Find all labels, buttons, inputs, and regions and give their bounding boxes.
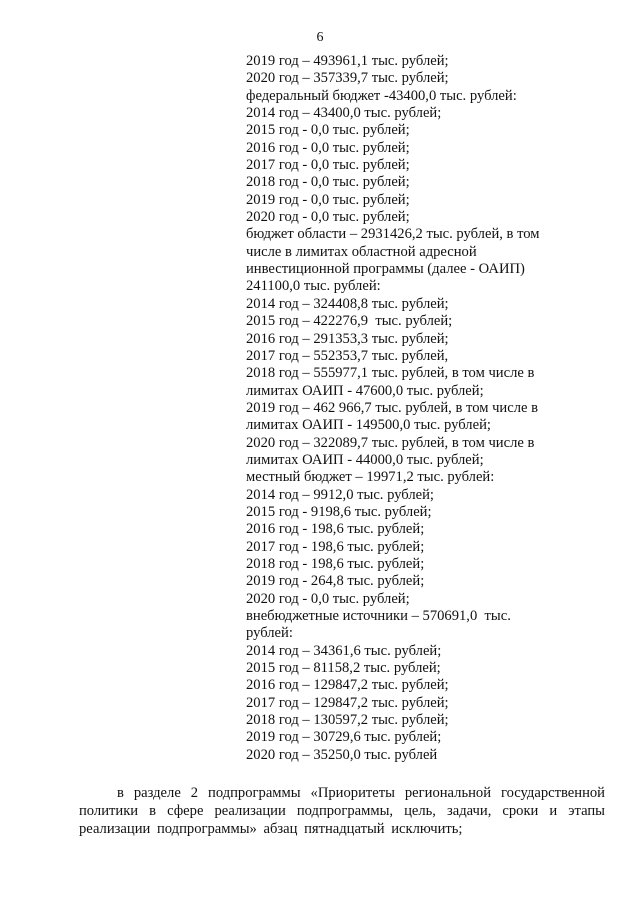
budget-line: рублей:	[246, 625, 293, 642]
budget-line: 2015 год – 422276,9 тыс. рублей;	[246, 313, 453, 330]
budget-line: лимитах ОАИП - 47600,0 тыс. рублей;	[246, 382, 484, 399]
budget-line: бюджет области – 2931426,2 тыс. рублей, в том	[246, 226, 540, 243]
budget-line: 2018 год – 555977,1 тыс. рублей, в том числе в	[246, 365, 535, 382]
budget-line: 2014 год – 324408,8 тыс. рублей;	[246, 295, 449, 312]
budget-funding-list	[246, 53, 566, 764]
budget-line: 2020 год – 35250,0 тыс. рублей	[246, 746, 438, 763]
budget-line: числе в лимитах областной адресной	[246, 243, 477, 260]
budget-line: 2017 год – 552353,7 тыс. рублей,	[246, 347, 449, 364]
budget-line: внебюджетные источники – 570691,0 тыс.	[246, 608, 511, 624]
budget-line: 2019 год – 30729,6 тыс. рублей;	[246, 729, 442, 746]
budget-line: 2020 год – 357339,7 тыс. рублей;	[246, 70, 449, 87]
budget-line: 2015 год – 81158,2 тыс. рублей;	[246, 660, 441, 677]
amendment-paragraph: в разделе 2 подпрограммы «Приоритеты региональной государственной политики в сфере реализации подпрограммы, цель, задачи, сроки и этапы реализации подпрограммы» абзац пятнадцатый исключить;	[79, 785, 605, 837]
budget-line: 2014 год – 9912,0 тыс. рублей;	[246, 486, 434, 503]
budget-line: 2017 год - 0,0 тыс. рублей;	[246, 157, 410, 174]
budget-line: 241100,0 тыс. рублей:	[246, 278, 381, 295]
budget-line: местный бюджет – 19971,2 тыс. рублей:	[246, 469, 495, 486]
budget-line: 2018 год - 0,0 тыс. рублей;	[246, 174, 410, 191]
budget-line: 2019 год – 493961,1 тыс. рублей;	[246, 53, 449, 69]
budget-line: 2019 год - 0,0 тыс. рублей;	[246, 191, 410, 208]
budget-line: инвестиционной программы (далее - ОАИП)	[246, 261, 525, 278]
budget-line: 2018 год – 130597,2 тыс. рублей;	[246, 712, 449, 729]
budget-line: 2014 год – 43400,0 тыс. рублей;	[246, 105, 442, 122]
budget-line: 2014 год – 34361,6 тыс. рублей;	[246, 642, 442, 659]
budget-line: 2020 год - 0,0 тыс. рублей;	[246, 590, 410, 607]
budget-line: 2017 год - 198,6 тыс. рублей;	[246, 538, 425, 555]
budget-line: 2016 год - 0,0 тыс. рублей;	[246, 139, 410, 156]
budget-line: 2016 год - 198,6 тыс. рублей;	[246, 521, 425, 538]
budget-line: 2015 год - 9198,6 тыс. рублей;	[246, 503, 432, 520]
budget-line: 2016 год – 129847,2 тыс. рублей;	[246, 677, 449, 694]
budget-line: федеральный бюджет -43400,0 тыс. рублей:	[246, 87, 517, 104]
budget-line: 2020 год - 0,0 тыс. рублей;	[246, 209, 410, 226]
budget-line: 2018 год - 198,6 тыс. рублей;	[246, 555, 425, 572]
budget-line: 2019 год - 264,8 тыс. рублей;	[246, 573, 425, 590]
budget-line: 2020 год – 322089,7 тыс. рублей, в том числе в	[246, 434, 535, 451]
page-number: 6	[316, 30, 324, 45]
budget-line: 2015 год - 0,0 тыс. рублей;	[246, 122, 410, 139]
budget-line: лимитах ОАИП - 149500,0 тыс. рублей;	[246, 417, 491, 434]
budget-line: лимитах ОАИП - 44000,0 тыс. рублей;	[246, 451, 484, 468]
budget-line: 2019 год – 462 966,7 тыс. рублей, в том числе в	[246, 399, 539, 416]
budget-line: 2017 год – 129847,2 тыс. рублей;	[246, 694, 449, 711]
budget-line: 2016 год – 291353,3 тыс. рублей;	[246, 330, 449, 347]
